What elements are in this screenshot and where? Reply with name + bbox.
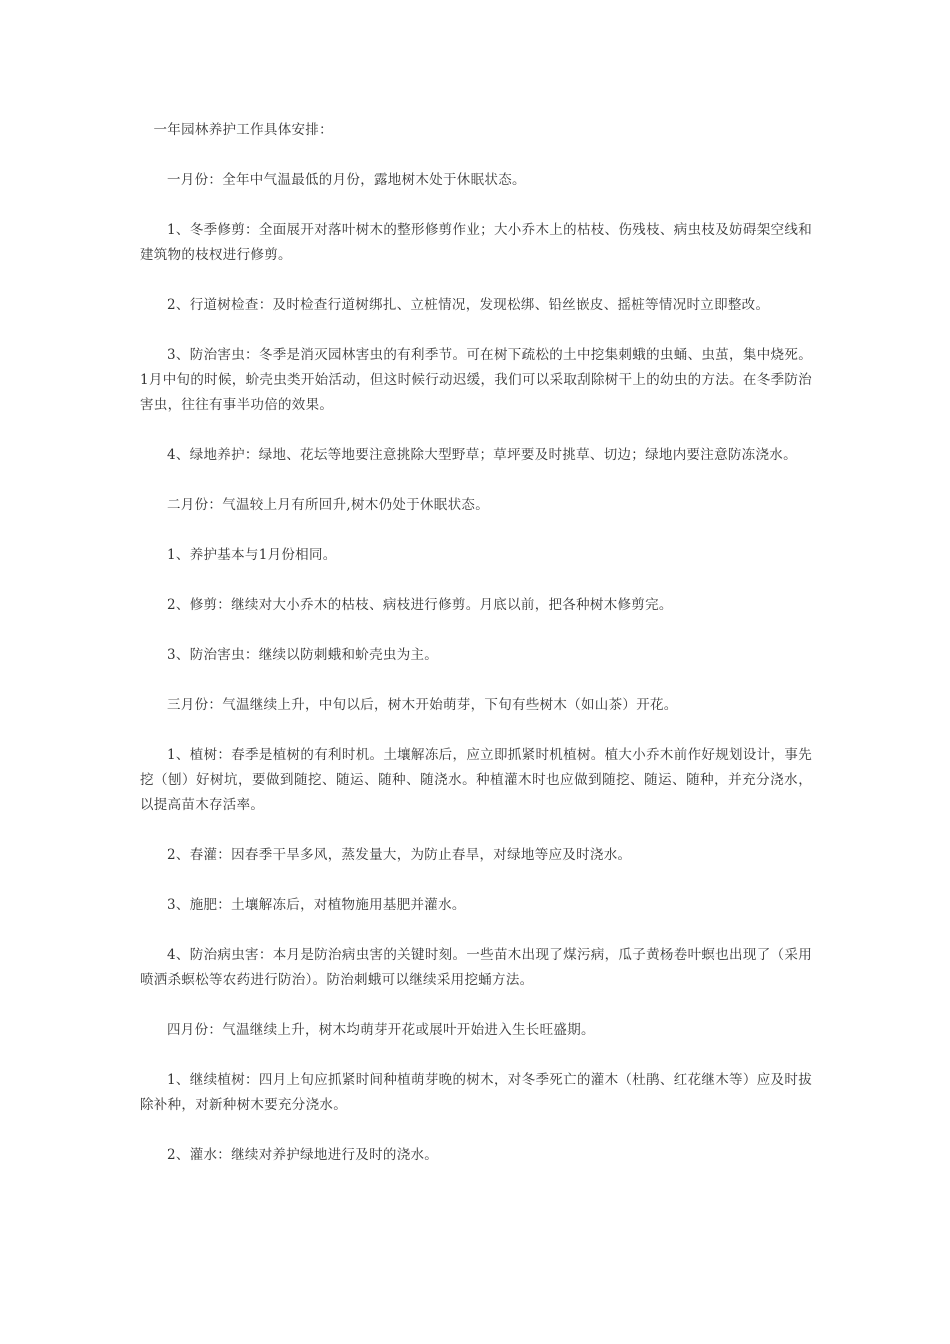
paragraph: 1、冬季修剪：全面展开对落叶树木的整形修剪作业；大小乔木上的枯枝、伤残枝、病虫枝及妨碍架空线和建筑物的枝杈进行修剪。	[140, 222, 812, 263]
paragraph-april: 四月份：气温继续上升，树木均萌芽开花或展叶开始进入生长旺盛期。	[167, 1022, 595, 1038]
paragraph: 1、植树：春季是植树的有利时机。土壤解冻后，应立即抓紧时机植树。植大小乔木前作好规划设计，事先挖（刨）好树坑，要做到随挖、随运、随种、随浇水。种植灌木时也应做到随挖、随运、随种，并充分浇水，以提高苗木存活率。	[140, 747, 812, 813]
paragraph: 1、养护基本与1月份相同。	[167, 547, 337, 563]
paragraph-february: 二月份：气温较上月有所回升,树木仍处于休眠状态。	[167, 497, 489, 513]
paragraph: 2、春灌：因春季干旱多风，蒸发量大，为防止春旱，对绿地等应及时浇水。	[167, 847, 632, 863]
paragraph: 2、灌水：继续对养护绿地进行及时的浇水。	[167, 1147, 439, 1163]
paragraph: 3、防治害虫：继续以防刺蛾和蚧壳虫为主。	[167, 647, 439, 663]
paragraph: 4、防治病虫害：本月是防治病虫害的关键时刻。一些苗木出现了煤污病，瓜子黄杨卷叶螟也出现了（采用喷洒杀螟松等农药进行防治）。防治刺蛾可以继续采用挖蛹方法。	[140, 947, 812, 988]
paragraph-march: 三月份：气温继续上升，中旬以后，树木开始萌芽，下旬有些树木（如山茶）开花。	[167, 697, 678, 713]
document-body	[140, 118, 812, 1193]
paragraph: 4、绿地养护：绿地、花坛等地要注意挑除大型野草；草坪要及时挑草、切边；绿地内要注意防冻浇水。	[167, 447, 797, 463]
paragraph-january: 一月份：全年中气温最低的月份，露地树木处于休眠状态。	[167, 172, 526, 188]
paragraph: 3、防治害虫：冬季是消灭园林害虫的有利季节。可在树下疏松的土中挖集刺蛾的虫蛹、虫茧，集中烧死。1月中旬的时候，蚧壳虫类开始活动，但这时候行动迟缓，我们可以采取刮除树干上的幼虫的方法。在冬季防治害虫，往往有事半功倍的效果。	[140, 347, 812, 413]
paragraph: 3、施肥：土壤解冻后，对植物施用基肥并灌水。	[167, 897, 466, 913]
paragraph: 1、继续植树：四月上旬应抓紧时间种植萌芽晚的树木，对冬季死亡的灌木（杜鹃、红花继木等）应及时拔除补种，对新种树木要充分浇水。	[140, 1072, 812, 1113]
document-title: 一年园林养护工作具体安排：	[153, 122, 333, 138]
paragraph: 2、修剪：继续对大小乔木的枯枝、病枝进行修剪。月底以前，把各种树木修剪完。	[167, 597, 673, 613]
paragraph: 2、行道树检查：及时检查行道树绑扎、立桩情况，发现松绑、铅丝嵌皮、摇桩等情况时立即整改。	[167, 297, 770, 313]
